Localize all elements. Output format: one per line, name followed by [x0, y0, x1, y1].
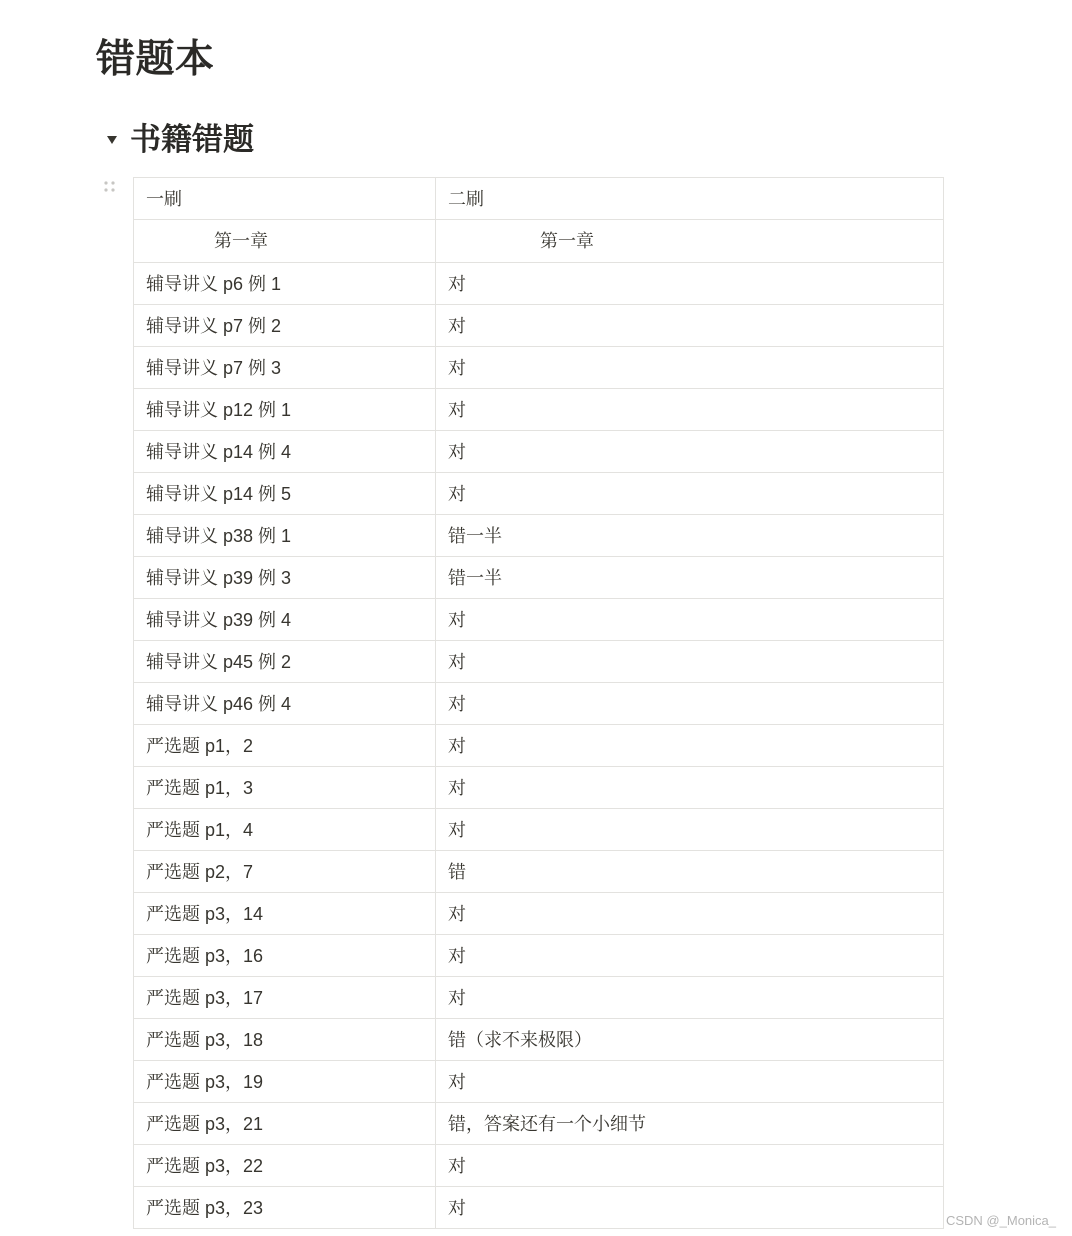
problem-cell[interactable]: 辅导讲义 p6 例 1: [134, 263, 436, 305]
problem-cell[interactable]: 辅导讲义 p38 例 1: [134, 515, 436, 557]
table-row: [134, 641, 944, 683]
result-cell[interactable]: 对: [436, 809, 944, 851]
table-row: [134, 305, 944, 347]
table-row: [134, 347, 944, 389]
table-row: [134, 1145, 944, 1187]
table-row: [134, 1019, 944, 1061]
result-cell[interactable]: 错一半: [436, 515, 944, 557]
result-cell[interactable]: 对: [436, 599, 944, 641]
result-cell[interactable]: 对: [436, 767, 944, 809]
result-cell[interactable]: 对: [436, 431, 944, 473]
problem-cell[interactable]: 严选题 p2，7: [134, 851, 436, 893]
result-cell[interactable]: 对: [436, 683, 944, 725]
problem-cell[interactable]: 严选题 p3，18: [134, 1019, 436, 1061]
result-cell[interactable]: 对: [436, 893, 944, 935]
problem-cell[interactable]: 严选题 p3，19: [134, 1061, 436, 1103]
drag-handle-icon[interactable]: [102, 179, 118, 197]
header-cell-first-pass[interactable]: 一刷: [134, 178, 436, 220]
problem-cell[interactable]: 严选题 p3，14: [134, 893, 436, 935]
chapter-row: [134, 220, 944, 263]
problem-cell[interactable]: 辅导讲义 p7 例 3: [134, 347, 436, 389]
result-cell[interactable]: 对: [436, 347, 944, 389]
problem-cell[interactable]: 辅导讲义 p7 例 2: [134, 305, 436, 347]
problem-cell[interactable]: 辅导讲义 p39 例 3: [134, 557, 436, 599]
table-row: [134, 263, 944, 305]
table-row: [134, 767, 944, 809]
mistakes-table-block: [133, 177, 943, 1229]
problem-cell[interactable]: 辅导讲义 p12 例 1: [134, 389, 436, 431]
chapter-cell-first-pass[interactable]: 第一章: [134, 220, 436, 263]
result-cell[interactable]: 对: [436, 935, 944, 977]
result-cell[interactable]: 对: [436, 473, 944, 515]
table-row: [134, 977, 944, 1019]
section-heading[interactable]: 书籍错题: [130, 122, 254, 157]
table-row: [134, 431, 944, 473]
result-cell[interactable]: 错: [436, 851, 944, 893]
chapter-cell-second-pass[interactable]: 第一章: [436, 220, 944, 263]
toggle-heading: [100, 118, 254, 162]
problem-cell[interactable]: 严选题 p3，22: [134, 1145, 436, 1187]
page-title: 错题本: [96, 38, 215, 81]
result-cell[interactable]: 对: [436, 389, 944, 431]
problem-cell[interactable]: 严选题 p3，21: [134, 1103, 436, 1145]
mistakes-table: [133, 177, 944, 1229]
table-row: [134, 851, 944, 893]
watermark: CSDN @_Monica_: [945, 1213, 1056, 1228]
problem-cell[interactable]: 辅导讲义 p14 例 5: [134, 473, 436, 515]
table-row: [134, 515, 944, 557]
result-cell[interactable]: 对: [436, 1145, 944, 1187]
header-cell-second-pass[interactable]: 二刷: [436, 178, 944, 220]
problem-cell[interactable]: 严选题 p1，3: [134, 767, 436, 809]
result-cell[interactable]: 错一半: [436, 557, 944, 599]
table-row: [134, 557, 944, 599]
problem-cell[interactable]: 严选题 p3，16: [134, 935, 436, 977]
table-row: [134, 473, 944, 515]
problem-cell[interactable]: 辅导讲义 p39 例 4: [134, 599, 436, 641]
result-cell[interactable]: 对: [436, 725, 944, 767]
table-row: [134, 1103, 944, 1145]
result-cell[interactable]: 错，答案还有一个小细节: [436, 1103, 944, 1145]
result-cell[interactable]: 对: [436, 1187, 944, 1229]
table-row: [134, 1187, 944, 1229]
problem-cell[interactable]: 严选题 p1，2: [134, 725, 436, 767]
table-row: [134, 893, 944, 935]
result-cell[interactable]: 对: [436, 305, 944, 347]
problem-cell[interactable]: 辅导讲义 p46 例 4: [134, 683, 436, 725]
result-cell[interactable]: 对: [436, 641, 944, 683]
problem-cell[interactable]: 辅导讲义 p45 例 2: [134, 641, 436, 683]
problem-cell[interactable]: 严选题 p3，23: [134, 1187, 436, 1229]
result-cell[interactable]: 错（求不来极限）: [436, 1019, 944, 1061]
result-cell[interactable]: 对: [436, 263, 944, 305]
table-row: [134, 809, 944, 851]
problem-cell[interactable]: 严选题 p1，4: [134, 809, 436, 851]
table-row: [134, 725, 944, 767]
result-cell[interactable]: 对: [436, 977, 944, 1019]
problem-cell[interactable]: 严选题 p3，17: [134, 977, 436, 1019]
table-row: [134, 1061, 944, 1103]
table-row: [134, 599, 944, 641]
triangle-down-icon[interactable]: [100, 128, 124, 152]
table-row: [134, 683, 944, 725]
table-header-row: [134, 178, 944, 220]
table-row: [134, 389, 944, 431]
result-cell[interactable]: 对: [436, 1061, 944, 1103]
table-row: [134, 935, 944, 977]
problem-cell[interactable]: 辅导讲义 p14 例 4: [134, 431, 436, 473]
